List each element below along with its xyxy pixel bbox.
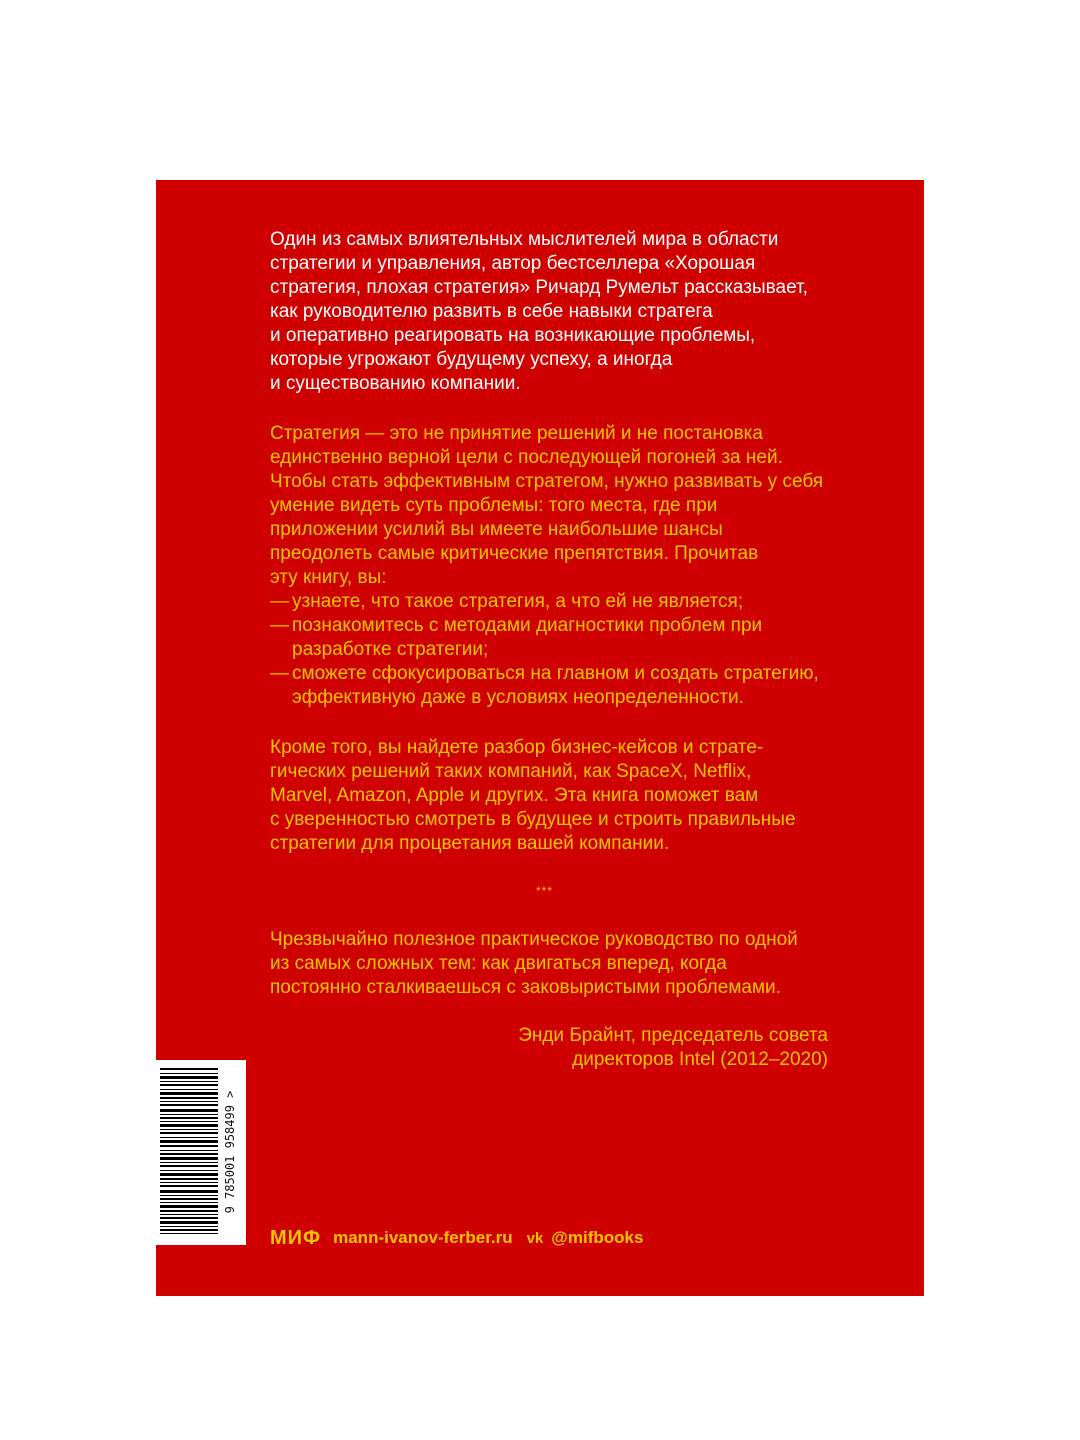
- isbn-barcode: [156, 1060, 246, 1245]
- description-paragraph-2: Стратегия — это не принятие решений и не постановка единственно верной цели с последующей погоней за ней. Чтобы стать эффективным стратегом, нужно развивать у себя умение видеть суть проблемы: того места, где при приложении усилий вы имеете наибольшие шансы преодолеть самые критические препятствия. Прочитав эту книгу, вы:: [270, 423, 824, 588]
- vk-icon: vk: [526, 1229, 544, 1247]
- social-handle[interactable]: @mifbooks: [551, 1228, 644, 1247]
- bullet-dash: —: [270, 591, 289, 612]
- benefit-list: [270, 590, 870, 710]
- bullet-dash: —: [270, 663, 289, 684]
- list-item: [270, 662, 870, 710]
- review-quote: Чрезвычайно полезное практическое руководство по одной из самых сложных тем: как двигаться вперед, когда постоянно сталкиваешься с заковыристыми проблемами.: [270, 929, 798, 998]
- list-item: [270, 590, 870, 614]
- list-item: [270, 614, 870, 662]
- description-paragraph-3: Кроме того, вы найдете разбор бизнес-кейсов и страте- гических решений таких компаний, как SpaceX, Netflix, Marvel, Amazon, Apple и других. Эта книга поможет вам с уверенностью смотреть в будущее и строить правильные стратегии для процветания вашей компании.: [270, 737, 796, 854]
- barcode-icon: [160, 1066, 218, 1238]
- bullet-dash: —: [270, 615, 289, 636]
- publisher-footer: [270, 1226, 643, 1250]
- list-item-text: сможете сфокусироваться на главном и создать стратегию, эффективную даже в условиях неопределенности.: [292, 663, 819, 708]
- publisher-logo: МИФ: [270, 1226, 322, 1249]
- description-paragraph-1: Один из самых влиятельных мыслителей мира в области стратегии и управления, автор бестселлера «Хорошая стратегия, плохая стратегия» Ричард Румельт рассказывает, как руководителю развить в себе навыки стратега и оперативно реагировать на возникающие проблемы, которые угрожают будущему успеху, а иногда и существованию компании.: [270, 229, 808, 394]
- publisher-website[interactable]: mann-ivanov-ferber.ru: [333, 1228, 513, 1247]
- list-item-text: узнаете, что такое стратегия, а что ей не является;: [292, 591, 744, 612]
- book-back-cover: [156, 180, 924, 1296]
- quote-attribution: Энди Брайнт, председатель совета директоров Intel (2012–2020): [518, 1025, 828, 1070]
- list-item-text: познакомитесь с методами диагностики проблем при разработке стратегии;: [292, 615, 763, 660]
- isbn-number: 9 785001 958499 >: [223, 1090, 237, 1214]
- section-divider: ***: [536, 884, 554, 898]
